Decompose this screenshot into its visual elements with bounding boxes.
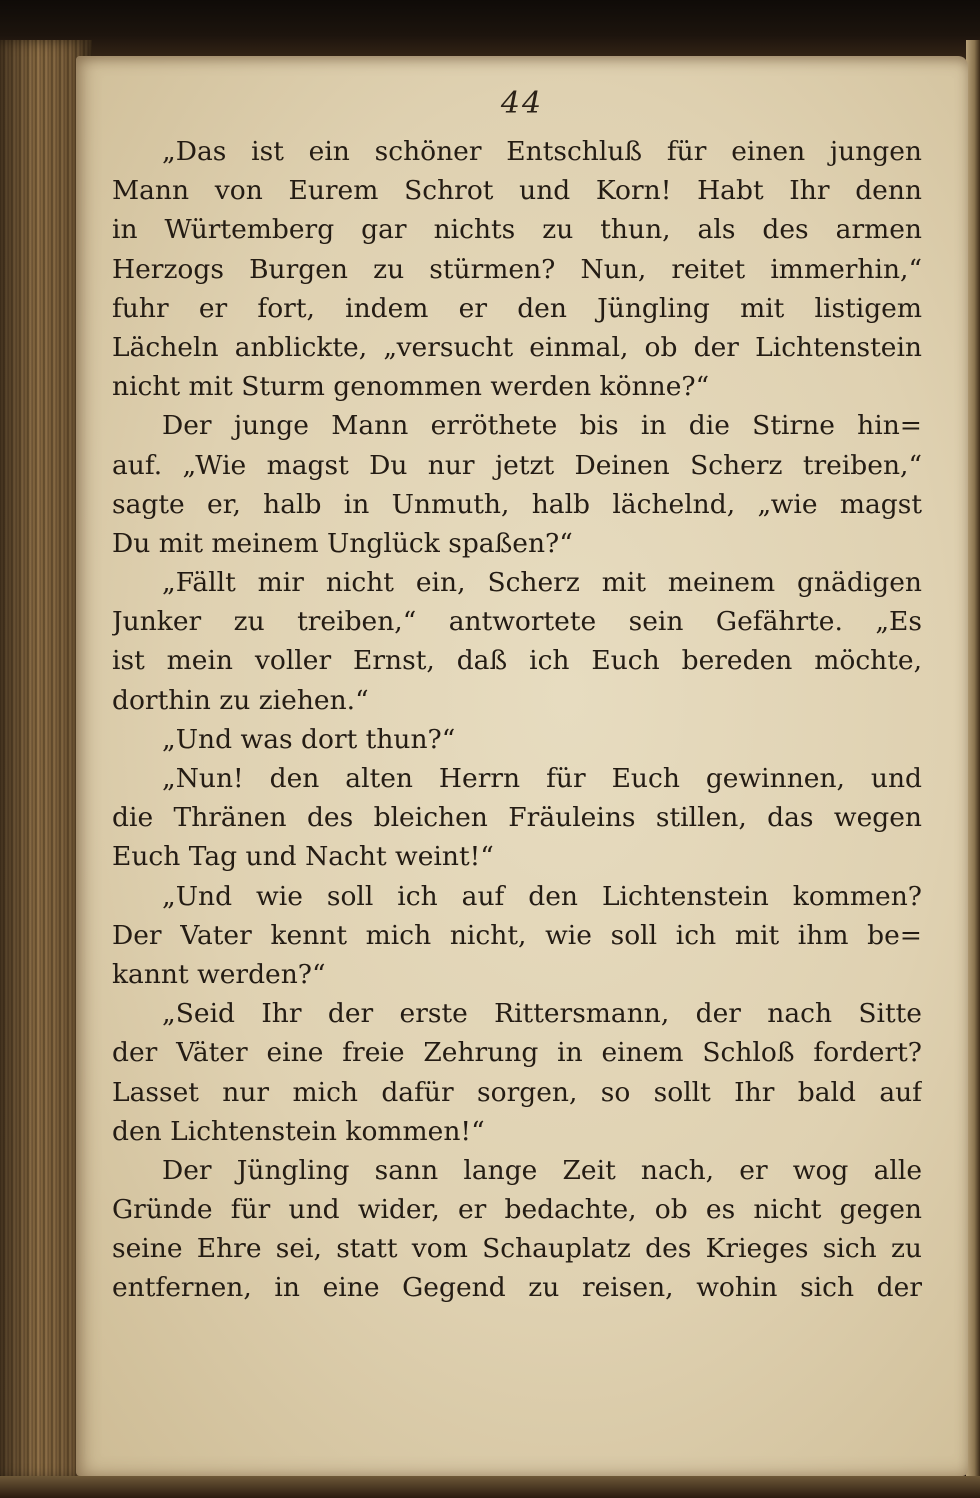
book-right-edge [966, 40, 980, 1480]
text-line: „Und wie soll ich auf den Lichtenstein kommen? [162, 880, 922, 912]
text-line: nicht mit Sturm genommen werden könne?“ [112, 371, 710, 403]
text-line: den Lichtenstein kommen!“ [112, 1115, 485, 1147]
page-number: 44 [500, 86, 544, 121]
text-line: in Würtemberg gar nichts zu thun, als des armen [112, 214, 922, 246]
book-binding-top [0, 0, 980, 64]
text-line: fuhr er fort, indem er den Jüngling mit listigem [112, 292, 922, 324]
text-line: Der Vater kennt mich nicht, wie soll ich mit ihm be= [112, 919, 922, 951]
text-line: „Und was dort thun?“ [162, 723, 456, 755]
text-line: Mann von Eurem Schrot und Korn! Habt Ihr denn [112, 175, 922, 207]
text-line: Der Jüngling sann lange Zeit nach, er wog alle [162, 1154, 922, 1186]
text-line: auf. „Wie magst Du nur jetzt Deinen Scherz treiben,“ [112, 449, 922, 481]
text-line: der Väter eine freie Zehrung in einem Schloß fordert? [112, 1037, 922, 1069]
text-line: „Seid Ihr der erste Rittersmann, der nach Sitte [162, 998, 922, 1030]
text-line: Der junge Mann erröthete bis in die Stirne hin= [162, 410, 922, 442]
text-line: Junker zu treiben,“ antwortete sein Gefährte. „Es [112, 606, 922, 638]
text-line: entfernen, in eine Gegend zu reisen, wohin sich der [112, 1272, 922, 1304]
text-line: kannt werden?“ [112, 958, 326, 990]
text-line: Du mit meinem Unglück spaßen?“ [112, 527, 573, 559]
book-bottom-edge [0, 1476, 980, 1498]
text-line: Lasset nur mich dafür sorgen, so sollt Ihr bald auf [112, 1076, 922, 1108]
text-line: dorthin zu ziehen.“ [112, 684, 369, 716]
text-line: die Thränen des bleichen Fräuleins stillen, das wegen [112, 802, 922, 834]
text-line: „Fällt mir nicht ein, Scherz mit meinem gnädigen [162, 567, 922, 599]
text-line: Euch Tag und Nacht weint!“ [112, 841, 494, 873]
text-line: „Das ist ein schöner Entschluß für einen jungen [162, 136, 922, 167]
text-line: Lächeln anblickte, „versucht einmal, ob der Lichtenstein [112, 331, 922, 363]
text-line: seine Ehre sei, statt vom Schauplatz des Krieges sich zu [112, 1233, 922, 1265]
text-line: ist mein voller Ernst, daß ich Euch bereden möchte, [112, 645, 922, 677]
text-line: Herzogs Burgen zu stürmen? Nun, reitet immerhin,“ [112, 253, 922, 285]
text-line: „Nun! den alten Herrn für Euch gewinnen, und [162, 763, 922, 794]
text-line: Gründe für und wider, er bedachte, ob es nicht gegen [112, 1194, 922, 1226]
text-line: sagte er, halb in Unmuth, halb lächelnd, „wie magst [112, 488, 922, 520]
page-text [112, 132, 922, 1308]
